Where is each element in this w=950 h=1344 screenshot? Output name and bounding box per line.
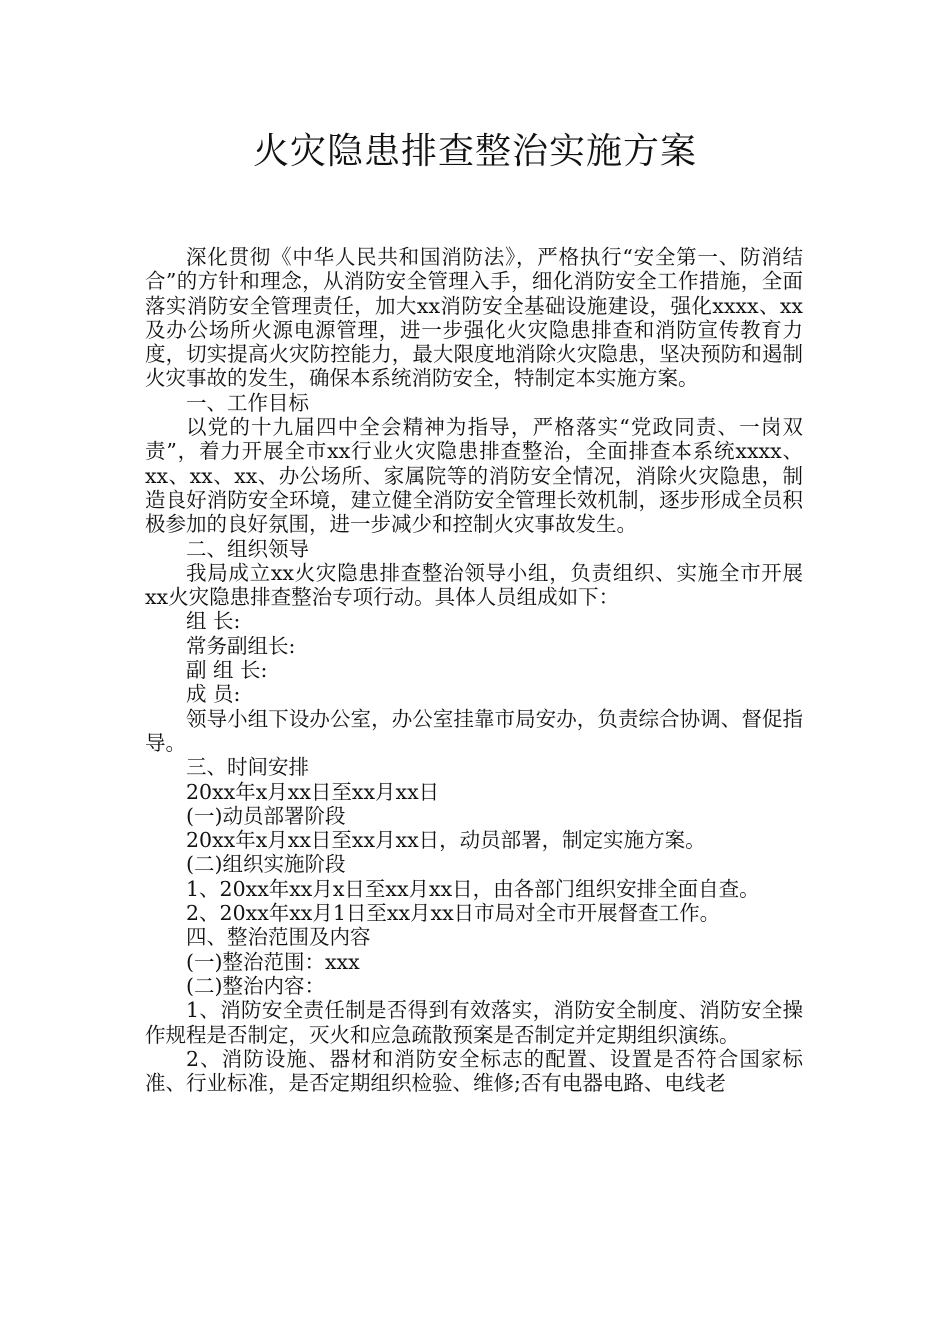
paragraph-content-item-1: 1、消防安全责任制是否得到有效落实，消防安全制度、消防安全操作规程是否制定，灭火和应急疏散预案是否制定并定期组织演练。 <box>145 998 803 1047</box>
line-members: 成 员: <box>186 682 241 707</box>
line-implementation-item-2: 2、20xx年xx月1日至xx月xx日市局对全市开展督查工作。 <box>186 901 721 926</box>
heading-implementation-stage: (二)组织实施阶段 <box>186 852 346 877</box>
line-mobilization-stage: 20xx年x月xx日至xx月xx日，动员部署，制定实施方案。 <box>186 828 706 853</box>
line-team-leader: 组 长: <box>186 609 241 634</box>
heading-content: (二)整治内容： <box>186 973 325 998</box>
line-executive-deputy-leader: 常务副组长: <box>186 633 296 658</box>
line-scope: (一)整治范围：xxx <box>186 949 360 974</box>
document-title: 火灾隐患排查整治实施方案 <box>252 131 697 172</box>
paragraph-organization: 我局成立xx火灾隐患排查整治领导小组，负责组织、实施全市开展xx火灾隐患排查整治专项行动。具体人员组成如下： <box>145 560 803 610</box>
heading-scope-content: 四、整治范围及内容 <box>186 925 371 950</box>
line-schedule-range: 20xx年x月xx日至xx月xx日 <box>186 779 440 804</box>
paragraph-work-goal: 以党的十九届四中全会精神为指导，严格落实“党政同责、一岗双责”，着力开展全市xx行业火灾隐患排查整治，全面排查本系统xxxx、xx、xx、xx、办公场所、家属院等的消防安全情况，消除火灾隐患，制造良好消防安全环境，建立健全消防安全管理长效机制，逐步形成全员积极参加的良好氛围，进一步减少和控制火灾事故发生。 <box>145 415 803 537</box>
paragraph-office: 领导小组下设办公室，办公室挂靠市局安办，负责综合协调、督促指导。 <box>145 706 803 755</box>
paragraph-content-item-2: 2、消防设施、器材和消防安全标志的配置、设置是否符合国家标准、行业标准，是否定期组织检验、维修;否有电器电路、电线老 <box>145 1046 803 1096</box>
heading-work-goal: 一、工作目标 <box>186 390 309 415</box>
line-deputy-leader: 副 组 长: <box>186 658 268 683</box>
heading-schedule: 三、时间安排 <box>186 755 309 780</box>
heading-organization: 二、组织领导 <box>186 536 309 561</box>
paragraph-intro: 深化贯彻《中华人民共和国消防法》，严格执行“安全第一、防消结合”的方针和理念，从消防安全管理入手，细化消防安全工作措施，全面落实消防安全管理责任，加大xx消防安全基础设施建设，强化xxxx、xx及办公场所火源电源管理，进一步强化火灾隐患排查和消防宣传教育力度，切实提高火灾防控能力，最大限度地消除火灾隐患，坚决预防和遏制火灾事故的发生，确保本系统消防安全，特制定本实施方案。 <box>145 245 803 391</box>
document-body <box>145 245 803 1095</box>
heading-mobilization-stage: (一)动员部署阶段 <box>186 803 346 828</box>
line-implementation-item-1: 1、20xx年xx月x日至xx月xx日，由各部门组织安排全面自查。 <box>186 876 760 901</box>
